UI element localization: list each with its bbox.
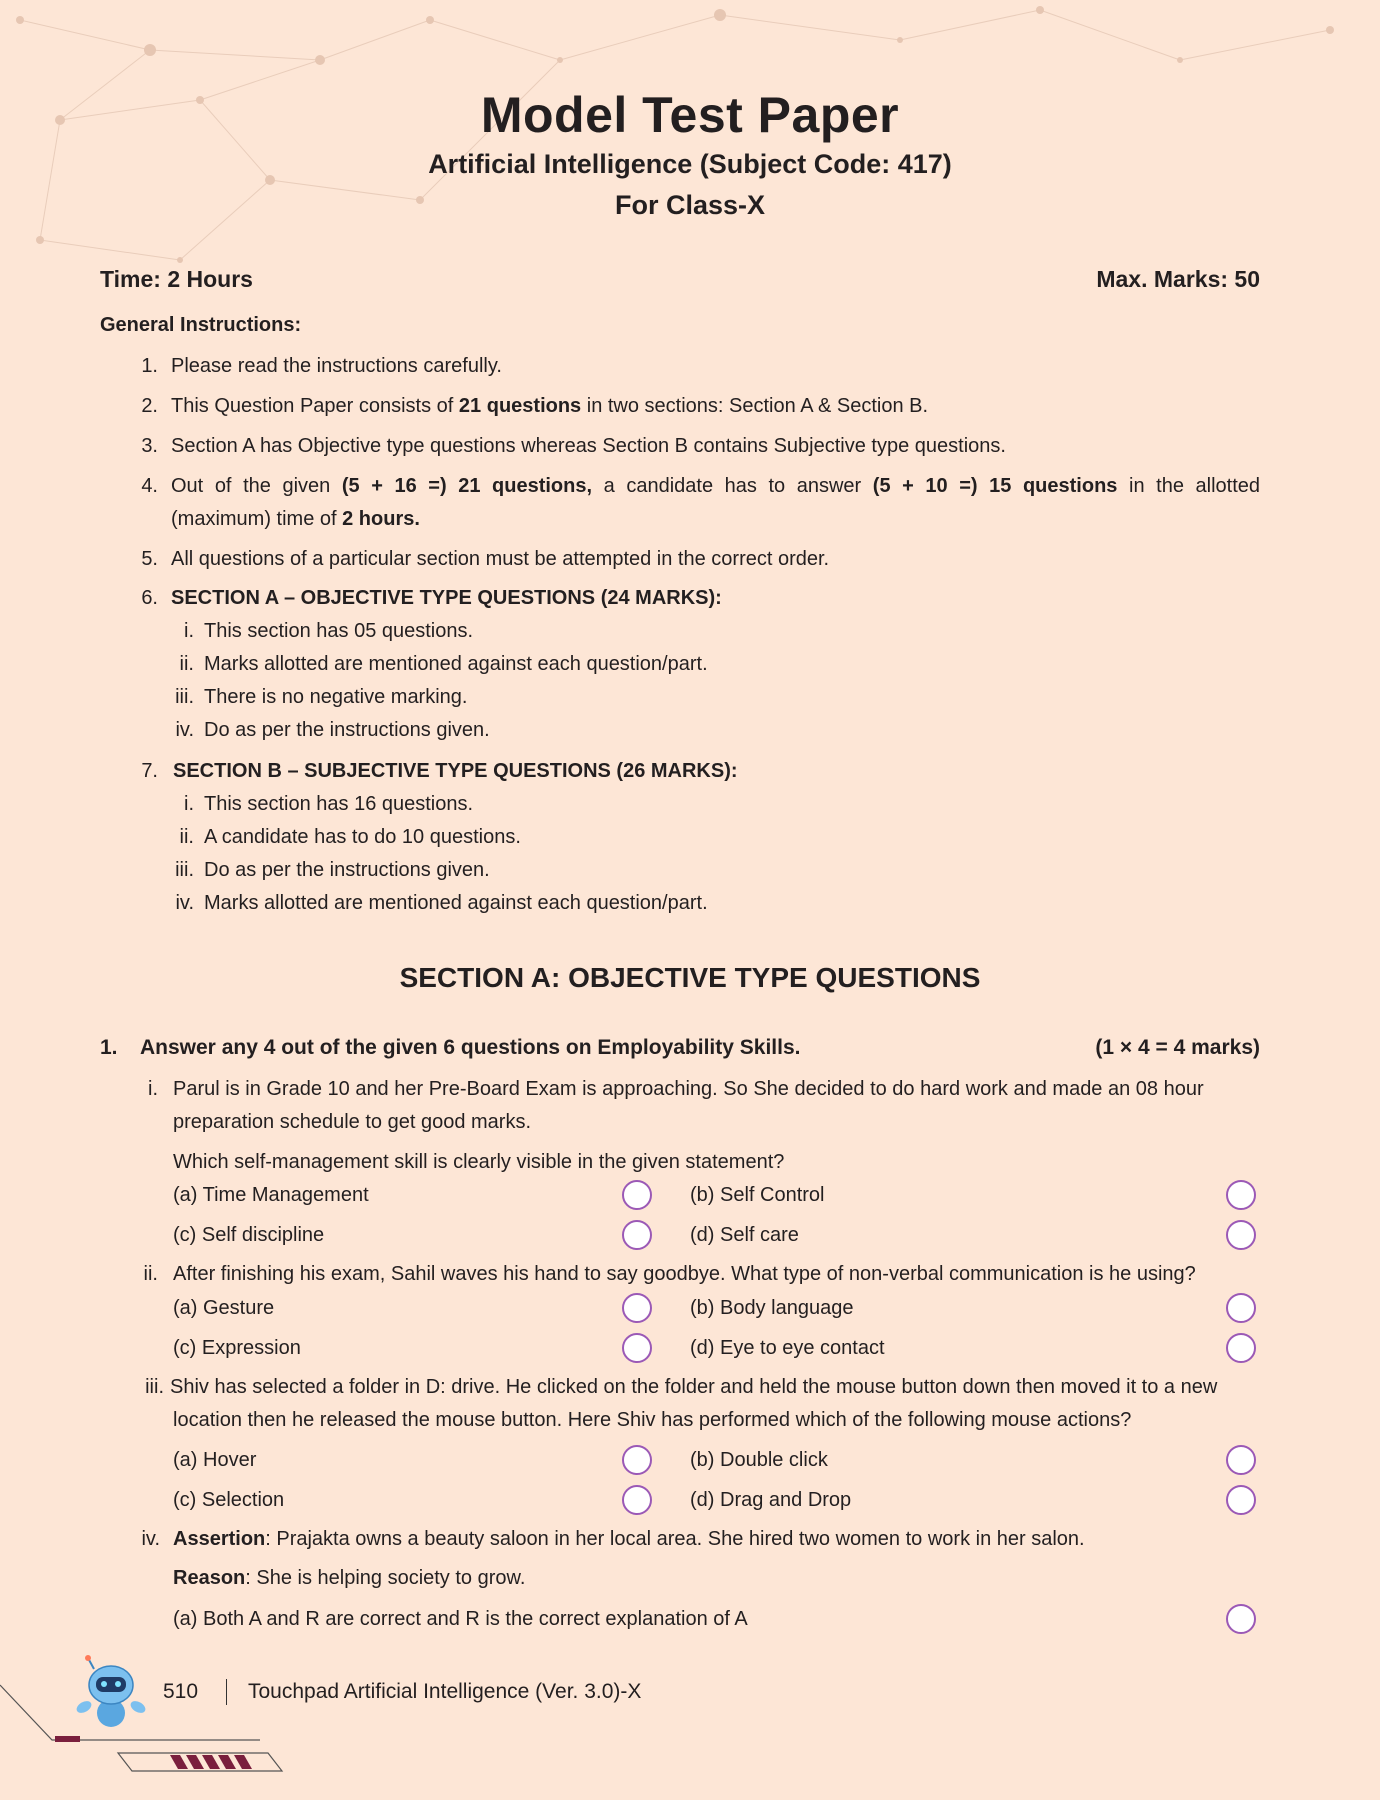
robot-mascot-icon (72, 1655, 150, 1729)
instruction-item-continuation: (maximum) time of 2 hours. (171, 508, 420, 530)
max-marks: Max. Marks: 50 (1096, 266, 1260, 292)
question-text-continuation: preparation schedule to get good marks. (173, 1111, 531, 1133)
question-1-heading: 1. Answer any 4 out of the given 6 questions on Employability Skills. (1 × 4 = 4 marks) (100, 1036, 1260, 1059)
option-d: (d) Eye to eye contact (690, 1337, 885, 1359)
answer-radio-d[interactable] (1226, 1333, 1256, 1363)
option-a: (a) Hover (173, 1449, 257, 1471)
answer-radio-c[interactable] (622, 1485, 652, 1515)
subject-subtitle: Artificial Intelligence (Subject Code: 417) (428, 149, 952, 179)
answer-radio-d[interactable] (1226, 1485, 1256, 1515)
answer-radio-a[interactable] (622, 1293, 652, 1323)
option-c: (c) Self discipline (173, 1224, 325, 1246)
page-title: Model Test Paper (480, 87, 900, 143)
question-marks: (1 × 4 = 4 marks) (1095, 1036, 1260, 1059)
answer-radio-a[interactable] (622, 1445, 652, 1475)
answer-radio-a[interactable] (1226, 1604, 1256, 1634)
answer-radio-b[interactable] (1226, 1180, 1256, 1210)
answer-radio-d[interactable] (1226, 1220, 1256, 1250)
option-d: (d) Drag and Drop (690, 1489, 852, 1511)
option-a: (a) Time Management (173, 1184, 369, 1206)
exam-meta-row (100, 266, 1260, 293)
answer-radio-c[interactable] (622, 1220, 652, 1250)
book-title: Touchpad Artificial Intelligence (Ver. 3.0)-X (248, 1680, 642, 1703)
class-line: For Class-X (614, 190, 766, 220)
general-instructions-heading: General Instructions: (100, 314, 302, 336)
reason-line: Reason: She is helping society to grow. (173, 1567, 526, 1589)
option-b: (b) Body language (690, 1297, 854, 1319)
footer-divider (226, 1679, 227, 1705)
section-a-title: SECTION A: OBJECTIVE TYPE QUESTIONS (399, 962, 981, 993)
page-number: 510 (163, 1680, 199, 1703)
footer-decoration (0, 1655, 300, 1800)
time-allowed: Time: 2 Hours (100, 266, 253, 292)
option-a: (a) Both A and R are correct and R is the correct explanation of A (173, 1608, 748, 1630)
answer-radio-a[interactable] (622, 1180, 652, 1210)
question-text-continuation: location then he released the mouse button. Here Shiv has performed which of the following mouse actions? (173, 1409, 1132, 1431)
answer-radio-b[interactable] (1226, 1293, 1256, 1323)
option-c: (c) Selection (173, 1489, 285, 1511)
option-b: (b) Double click (690, 1449, 828, 1471)
option-d: (d) Self care (690, 1224, 799, 1246)
answer-radio-c[interactable] (622, 1333, 652, 1363)
answer-radio-b[interactable] (1226, 1445, 1256, 1475)
question-prompt: Which self-management skill is clearly visible in the given statement? (173, 1151, 785, 1173)
option-c: (c) Expression (173, 1337, 301, 1359)
option-a: (a) Gesture (173, 1297, 275, 1319)
option-b: (b) Self Control (690, 1184, 825, 1206)
test-paper-page: Model Test Paper Artificial Intelligence (Subject Code: 417) For Class-X Time: 2 Hours Max. Marks: 50 General Instructions: 1. Please read the instructions carefully. 2. This Question Paper consists of 21 questions in two sections: Section A & Section B. 3. Section A has Objective type questions whereas Section B contains Subjective type questions. 4. Out of the given (5 + 16 =) 21 questions, a candidate has to answer (5 + 10 =) 15 questions in the allotted (maximum) time of 2 hours. 5. All questions of a particular section must be attempted in the correct order. 6. SECTION A – OBJECTIVE TYPE QUESTIONS (24 MARKS): i. This section has 05 questions. ii. Marks allotted are mentioned against each question/part. iii. There is no negative marking. iv. Do as per the instructions given. 7. SECTION B – SUBJECTIVE TYPE QUESTIONS (26 MARKS): i. This section has 16 questions. ii. A candidate has to do 10 questions. iii. Do as per the instructions given. iv. Marks allotted are mentioned against each question/part. SECTION A: OBJECTIVE TYPE QUESTIONS 1. Answer any 4 out of the given 6 questions on Employability Skills. (1 × 4 = 4 marks) i. Parul is in Grade 10 and her Pre-Board Exam is approaching. So She decided to do hard work and made an 08 hour preparation schedule to get good marks. Which self-management skill is clearly visible in the given statement? (a) Time Management (b) Self Control (c) Self discipline (d) Self care ii. After finishing his exam, Sahil waves his hand to say goodbye. What type of non-verbal communication is he using? (a) Gesture (b) Body language (c) Expression (d) Eye to eye contact iii. Shiv has selected a folder in D: drive. He clicked on the folder and held the mouse button down then moved it to a new location then he released the mouse button. Here Shiv has performed which of the following mouse actions? (a) Hover (b) Double click (c) Selection (d) Drag and Drop iv. Assertion: Prajakta owns a beauty saloon in her local area. She hired two women to work in her salon. Reason: She is helping society to grow. (a) Both A and R are correct and R is the correct explanation of A 510 Touchpad Artificial Intelligence (Ver. 3.0)-X (0, 0, 1380, 1800)
